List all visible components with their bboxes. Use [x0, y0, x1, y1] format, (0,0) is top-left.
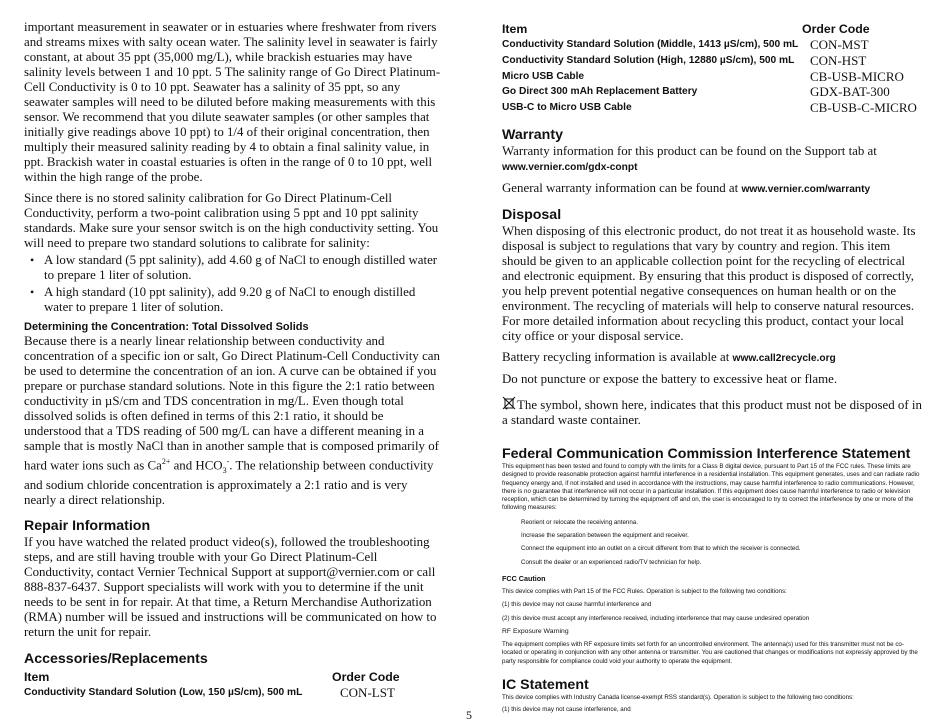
table-row	[502, 37, 922, 53]
item-name: Conductivity Standard Solution (Middle, 1413 µS/cm), 500 mL	[502, 39, 799, 50]
warranty-heading: Warranty	[502, 126, 563, 143]
table-header-row	[24, 670, 441, 685]
column-header-order-code: Order Code	[802, 22, 870, 36]
warranty-paragraph: Warranty information for this product can be found on the Support tab at www.vernier.com/gdx-conpt	[502, 143, 877, 173]
fcc-heading: Federal Communication Commission Interference Statement	[502, 445, 911, 462]
warranty-link[interactable]: www.vernier.com/gdx-conpt	[502, 161, 638, 173]
item-name: USB-C to Micro USB Cable	[502, 102, 632, 114]
fcc-condition: (2) this device must accept any interference received, including interference that may cause undesired operation	[502, 614, 810, 622]
disposal-heading: Disposal	[502, 206, 562, 223]
crossed-out-wheelie-bin-icon	[502, 396, 516, 410]
puncture-warning: Do not puncture or expose the battery to excessive heat or flame.	[502, 371, 838, 386]
accessories-heading: Accessories/Replacements	[24, 650, 208, 667]
table-row	[24, 685, 441, 701]
fcc-caution-heading: FCC Caution	[502, 573, 546, 583]
tds-heading: Determining the Concentration: Total Dissolved Solids	[24, 321, 309, 333]
table-header-row	[502, 22, 922, 37]
table-row	[502, 69, 922, 85]
fcc-measure: Reorient or relocate the receiving antenna.	[521, 518, 638, 526]
fcc-condition: (1) this device may not cause harmful interference and	[502, 601, 652, 609]
ic-text: This device complies with Industry Canada license-exempt RSS standard(s). Operation is subject to the following two conditions:	[502, 694, 854, 702]
order-code: CON-MST	[810, 37, 869, 52]
left-column	[24, 20, 441, 701]
calibration-paragraph: Since there is no stored salinity calibration for Go Direct Platinum-Cell Conductivity, perform a two-point calibration using 5 ppt and 10 ppt salinity standards. Make sure your sensor switch is on the high conductivity setting. You will need to prepare two standard solutions to calibrate for salinity:	[24, 191, 439, 250]
table-row	[502, 100, 922, 116]
column-header-order-code: Order Code	[332, 669, 400, 684]
salinity-paragraph: important measurement in seawater or in estuaries where freshwater from rivers and streams mixes with salty ocean water. The salinity level in seawater is fairly constant, at about 35 ppt (35,000 mg/L), while brackish estuaries may have salinity levels between 1 and 10 ppt. 5 The salinity range of Go Direct Platinum-Cell Conductivity is 0 to 10 ppt. Seawater has a salinity of 35 ppt, so any seawater samples will need to be diluted before making measurements with this sensor. We recommend that you dilute seawater samples (or other samples that initially give readings above 10 ppt) to 1/4 of their original concentration, then multiply their measured salinity reading by 4 to obtain a final salinity value, in ppt. Brackish water in coastal estuaries is often in the range of 0 to 10 ppt, well within the high range of the probe.	[24, 20, 441, 184]
general-warranty-paragraph: General warranty information can be found at www.vernier.com/warranty	[502, 180, 871, 195]
order-code: CB-USB-MICRO	[810, 68, 904, 84]
item-name: Go Direct 300 mAh Replacement Battery	[502, 86, 698, 98]
fcc-measure: Connect the equipment into an outlet on a circuit different from that to which the receiver is connected.	[521, 545, 801, 553]
fcc-caution-text: This device complies with Part 15 of the FCC Rules. Operation is subject to the following two conditions:	[502, 587, 787, 595]
order-code: GDX-BAT-300	[810, 84, 890, 100]
list-item: • A low standard (5 ppt salinity), add 4.60 g of NaCl to enough distilled water to prepare 1 liter of solution.	[44, 253, 441, 283]
fcc-measure: Consult the dealer or an experienced radio/TV technician for help.	[521, 558, 702, 566]
ic-heading: IC Statement	[502, 677, 589, 694]
battery-recycling-paragraph: Battery recycling information is available at www.call2recycle.org	[502, 349, 836, 364]
ic-condition: (1) this device may not cause interference, and	[502, 706, 631, 714]
repair-paragraph: If you have watched the related product video(s), followed the troubleshooting steps, and are still having trouble with your Go Direct Platinum-Cell Conductivity, contact Vernier Technical Support at support@vernier.com or call 888-837-6437. Support specialists will work with you to determine if the unit needs to be sent in for repair. At that time, a Return Merchandise Authorization (RMA) number will be issued and instructions will be communicated on how to return the unit for repair.	[24, 534, 437, 639]
item-name: Conductivity Standard Solution (High, 12880 µS/cm), 500 mL	[502, 54, 795, 66]
rf-exposure-heading: RF Exposure Warning	[502, 627, 569, 635]
disposal-paragraph: When disposing of this electronic product, do not treat it as household waste. Its disposal is subject to regulations that vary by country and region. This item should be given to an applicable collection point for the recycling of electrical and electronic equipment. By ensuring that this product is disposed of correctly, you help prevent potential negative consequences on human health or on the environment. The recycling of materials will help to conserve natural resources. For more detailed information about recycling this product, contact your local city office or your disposal service.	[502, 223, 916, 343]
list-item: • A high standard (10 ppt salinity), add 9.20 g of NaCl to enough distilled water to prepare 1 liter of solution.	[44, 285, 441, 315]
order-code: CON-LST	[340, 684, 395, 700]
item-name: Micro USB Cable	[502, 70, 585, 82]
column-header-item: Item	[24, 669, 50, 684]
column-header-item: Item	[502, 22, 528, 36]
item-name: Conductivity Standard Solution (Low, 150 µS/cm), 500 mL	[24, 686, 303, 698]
symbol-paragraph: The symbol, shown here, indicates that this product must not be disposed of in a standard waste container.	[502, 397, 922, 427]
page-number: 5	[466, 708, 472, 722]
order-code: CB-USB-C-MICRO	[810, 100, 917, 116]
table-row	[502, 53, 922, 69]
table-row	[502, 84, 922, 100]
fcc-paragraph: This equipment has been tested and found to comply with the limits for a Class B digital device, pursuant to Part 15 of the FCC rules. These limits are designed to provide reasonable protection against harmful interference in a residential installation. This equipment generates, uses and can radiate radio frequency energy and, if not installed and used in accordance with the instructions, may cause harmful interference to radio communications. However, there is no guarantee that interference will not occur in a particular installation. If this equipment does cause harmful interference to radio or television reception, which can be determined by turning the equipment off and on, the user is encouraged to try to correct the interference by one or more of the following measures:	[502, 462, 920, 512]
tds-paragraph: Because there is a nearly linear relationship between conductivity and concentration of a specific ion or salt, Go Direct Platinum-Cell Conductivity can be used to determine the concentration of an ion. A curve can be obtained if you prepare or purchase standard solutions. Note in this figure the 2:1 ratio between conductivity in µS/cm and TDS concentration in mg/L. Even though total dissolved solids is often defined in terms of this 2:1 ratio, it should be understood that a TDS reading of 500 mg/L can have a different meaning in a sample that is mostly NaCl than in another sample that is composed primarily of hard water ions such as $Ca^{2+}$ and $HCO_3^-$. The relationship between conductivity and sodium chloride concentration is approximately a 2:1 ratio and is very nearly a direct relationship.	[24, 334, 440, 507]
order-code: CON-HST	[810, 52, 867, 68]
right-column	[502, 22, 922, 715]
accessories-table	[24, 670, 441, 701]
general-warranty-link[interactable]: www.vernier.com/warranty	[741, 183, 871, 195]
rf-exposure-text: The equipment complies with RF exposure limits set forth for an uncontrolled environment. The antenna(s) used for this transmitter must not be co-located or operating in conjunction with any other antenna or transmitter. You are cautioned that changes or modifications not expressly approved by the party responsible for compliance could void your authority to operate the equipment.	[502, 641, 918, 665]
standards-list	[24, 253, 441, 315]
battery-recycling-link[interactable]: www.call2recycle.org	[732, 352, 836, 364]
accessories-table-continued	[502, 22, 922, 116]
repair-heading: Repair Information	[24, 517, 151, 534]
fcc-measure: Increase the separation between the equipment and receiver.	[521, 532, 689, 540]
